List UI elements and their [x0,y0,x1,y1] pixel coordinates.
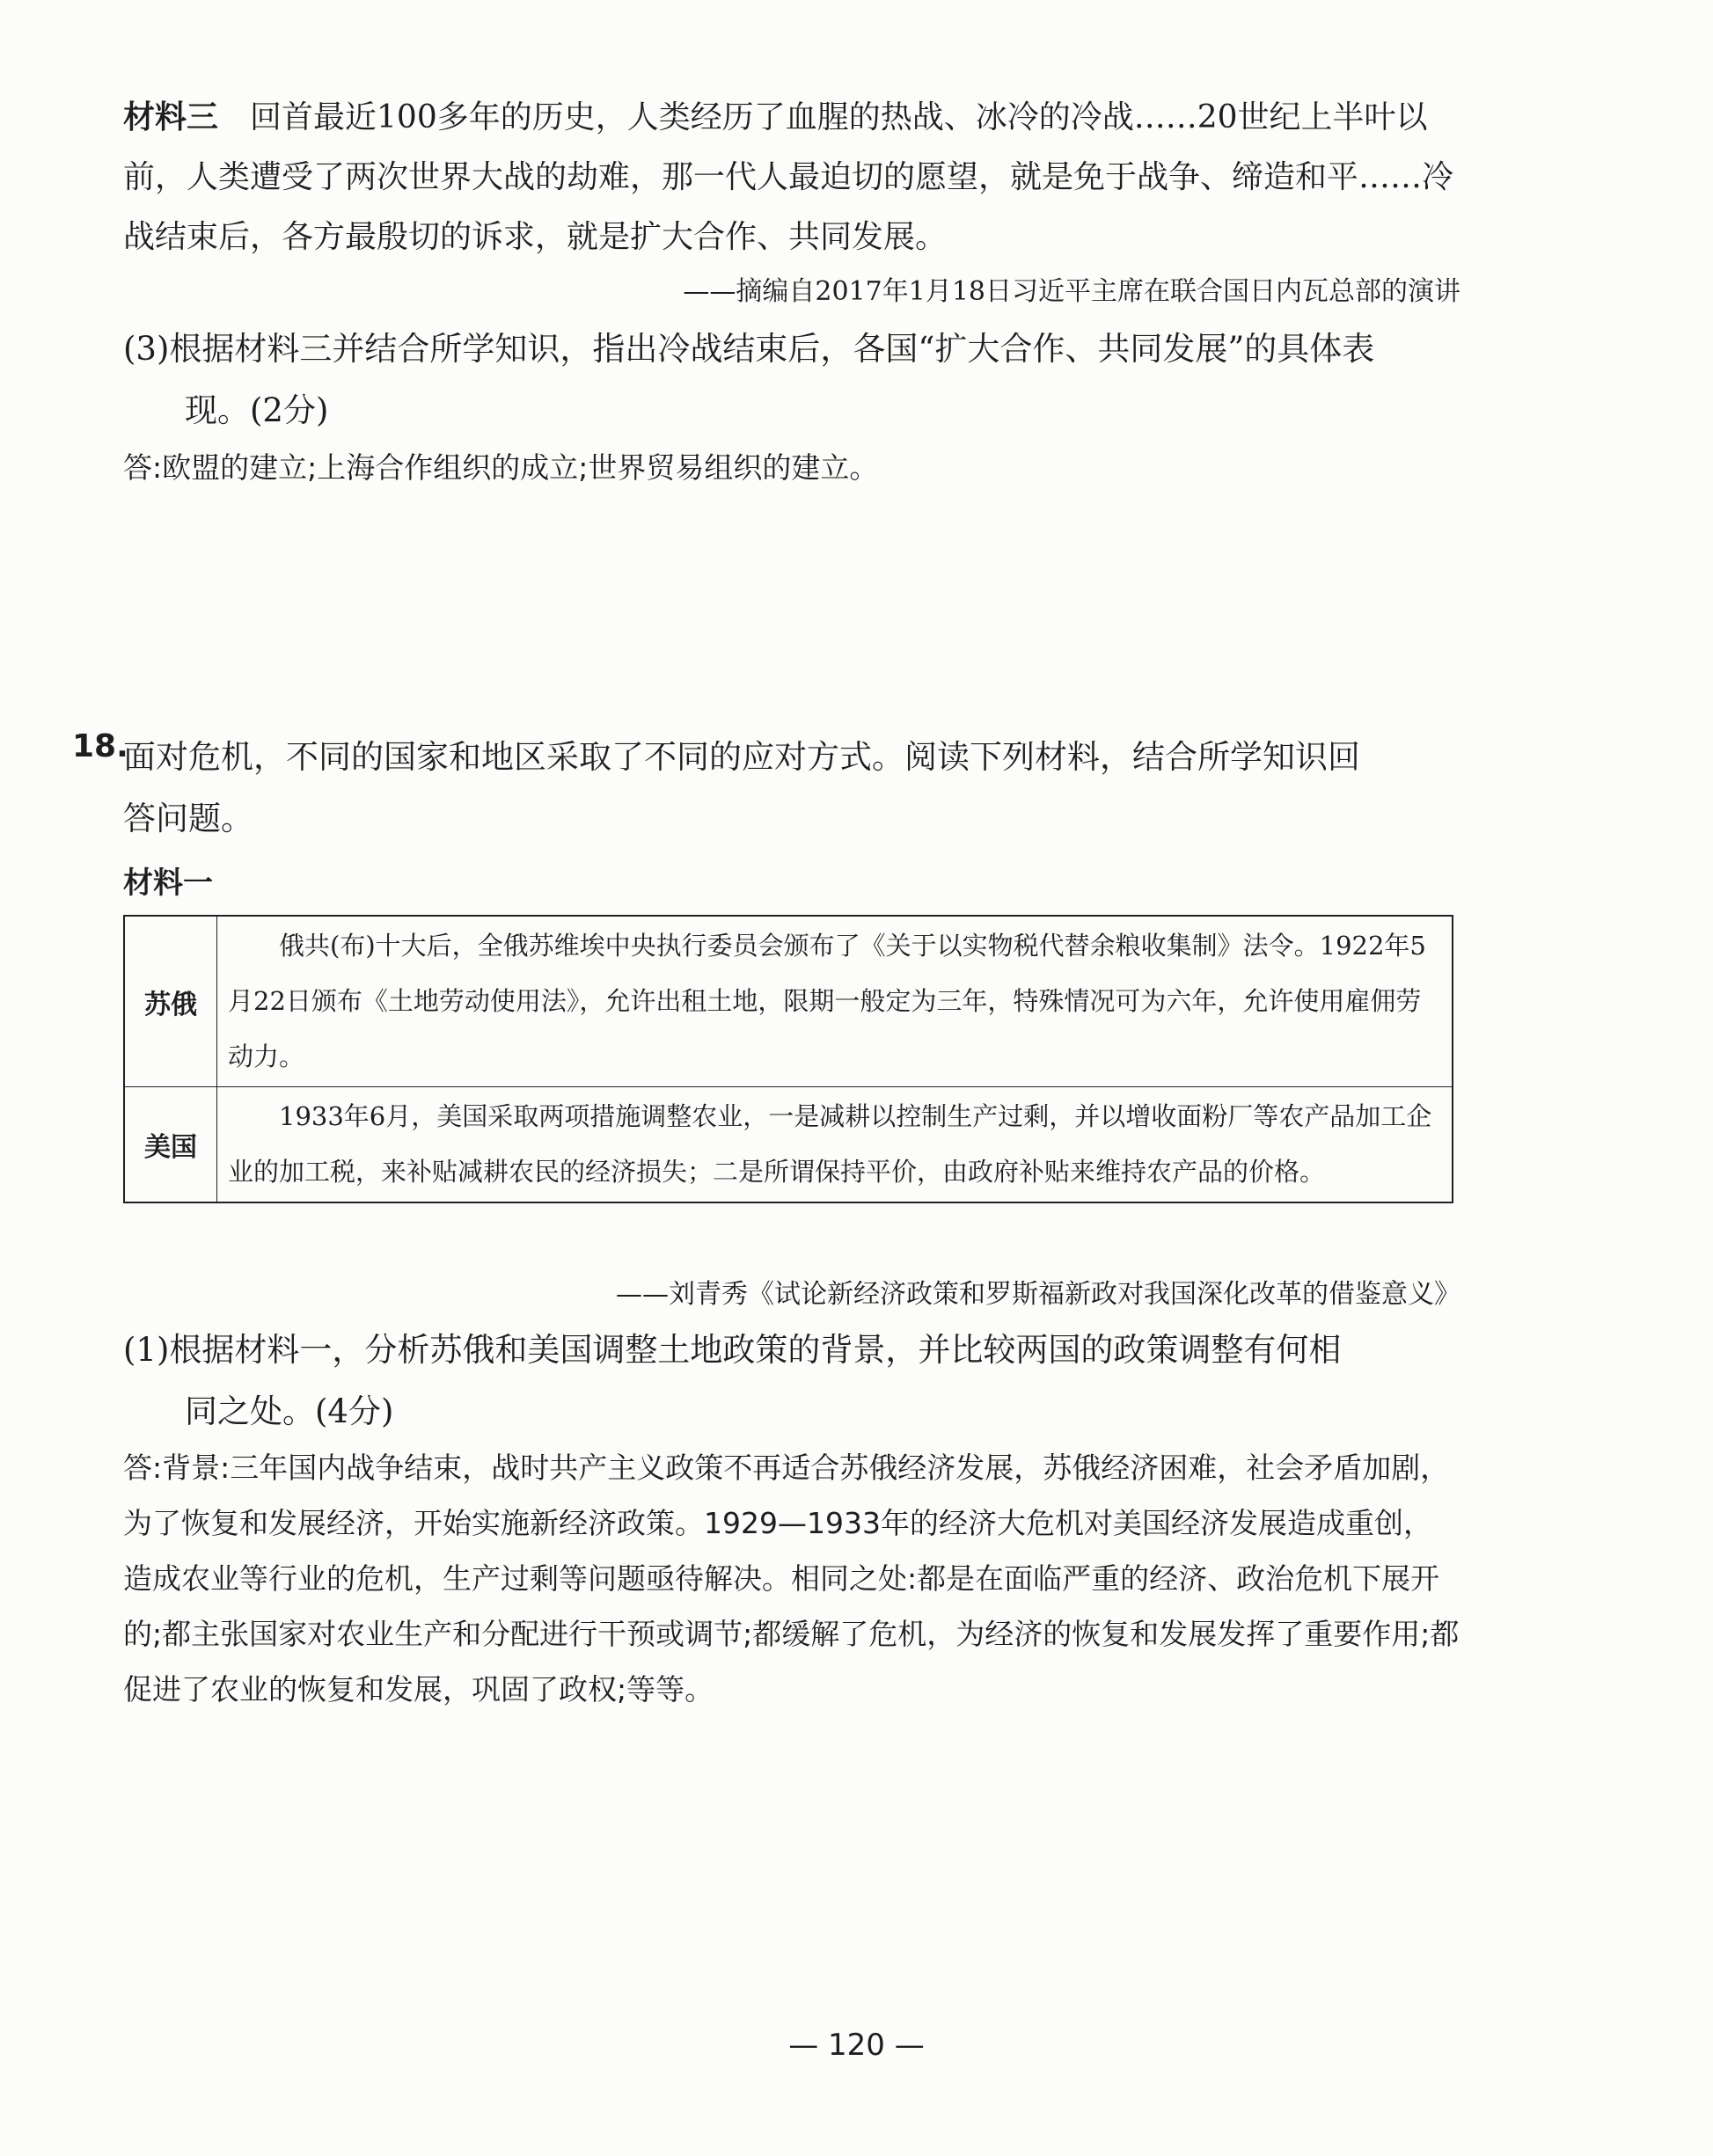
question-18-stem-line2: 答问题。 [123,800,253,837]
table-row [124,916,1453,1087]
material-1-table [123,915,1453,1203]
question-18-number: 18. [72,728,128,764]
question-18-1-line2: 同之处。(4分) [185,1392,394,1430]
table-row [124,1087,1453,1203]
country-cell: 苏俄 [124,916,217,1087]
answer-3: 答:欧盟的建立;上海合作组织的成立;世界贸易组织的建立。 [123,450,879,485]
material-3-label: 材料三 [123,99,219,135]
policy-text: 1933年6月，美国采取两项措施调整农业，一是减耕以控制生产过剩，并以增收面粉厂等农产品加工企业的加工税，来补贴减耕农民的经济损失；二是所谓保持平价，由政府补贴来维持农产品的价格。 [228,1101,1432,1187]
material-1-title: 材料一 [123,866,213,901]
question-3-line2: 现。(2分) [185,391,329,429]
question-3-line1: (3)根据材料三并结合所学知识，指出冷战结束后，各国“扩大合作、共同发展”的具体表 [123,330,1375,368]
question-18-stem [123,727,1460,850]
answer-18-1: 答:背景:三年国内战争结束，战时共产主义政策不再适合苏俄经济发展，苏俄经济困难，社会矛盾加剧，为了恢复和发展经济，开始实施新经济政策。1929—1933年的经济大危机对美国经济发展造成重创，造成农业等行业的危机，生产过剩等问题亟待解决。相同之处:都是在面临严重的经济、政治危机下展开的;都主张国家对农业生产和分配进行干预或调节;都缓解了危机，为经济的恢复和发展发挥了重要作用;都促进了农业的恢复和发展，巩固了政权;等等。 [123,1451,1460,1707]
question-18-1-line1: (1)根据材料一，分析苏俄和美国调整土地政策的背景，并比较两国的政策调整有何相 [123,1331,1342,1369]
material-3-text: 回首最近100多年的历史，人类经历了血腥的热战、冰冷的冷战……20世纪上半叶以前，人类遭受了两次世界大战的劫难，那一代人最迫切的愿望，就是免于战争、缔造和平……冷战结束后，各方最殷切的诉求，就是扩大合作、共同发展。 [123,99,1454,255]
page-number: — 120 — [788,2028,925,2063]
policy-text: 俄共(布)十大后，全俄苏维埃中央执行委员会颁布了《关于以实物税代替余粮收集制》法令。1922年5月22日颁布《土地劳动使用法》，允许出租土地，限期一般定为三年，特殊情况可为六年，允许使用雇佣劳动力。 [228,931,1426,1071]
question-18-stem-line1: 面对危机，不同的国家和地区采取了不同的应对方式。阅读下列材料，结合所学知识回 [123,738,1360,776]
country-cell: 美国 [124,1087,217,1203]
policy-text-cell [217,916,1453,1087]
policy-text-cell [217,1087,1453,1203]
question-3 [123,318,1460,442]
question-18-1 [123,1319,1460,1443]
material-1-source: ——刘青秀《试论新经济政策和罗斯福新政对我国深化改革的借鉴意义》 [616,1279,1460,1310]
material-3 [123,88,1460,267]
material-3-source: ——摘编自2017年1月18日习近平主席在联合国日内瓦总部的演讲 [683,276,1460,307]
